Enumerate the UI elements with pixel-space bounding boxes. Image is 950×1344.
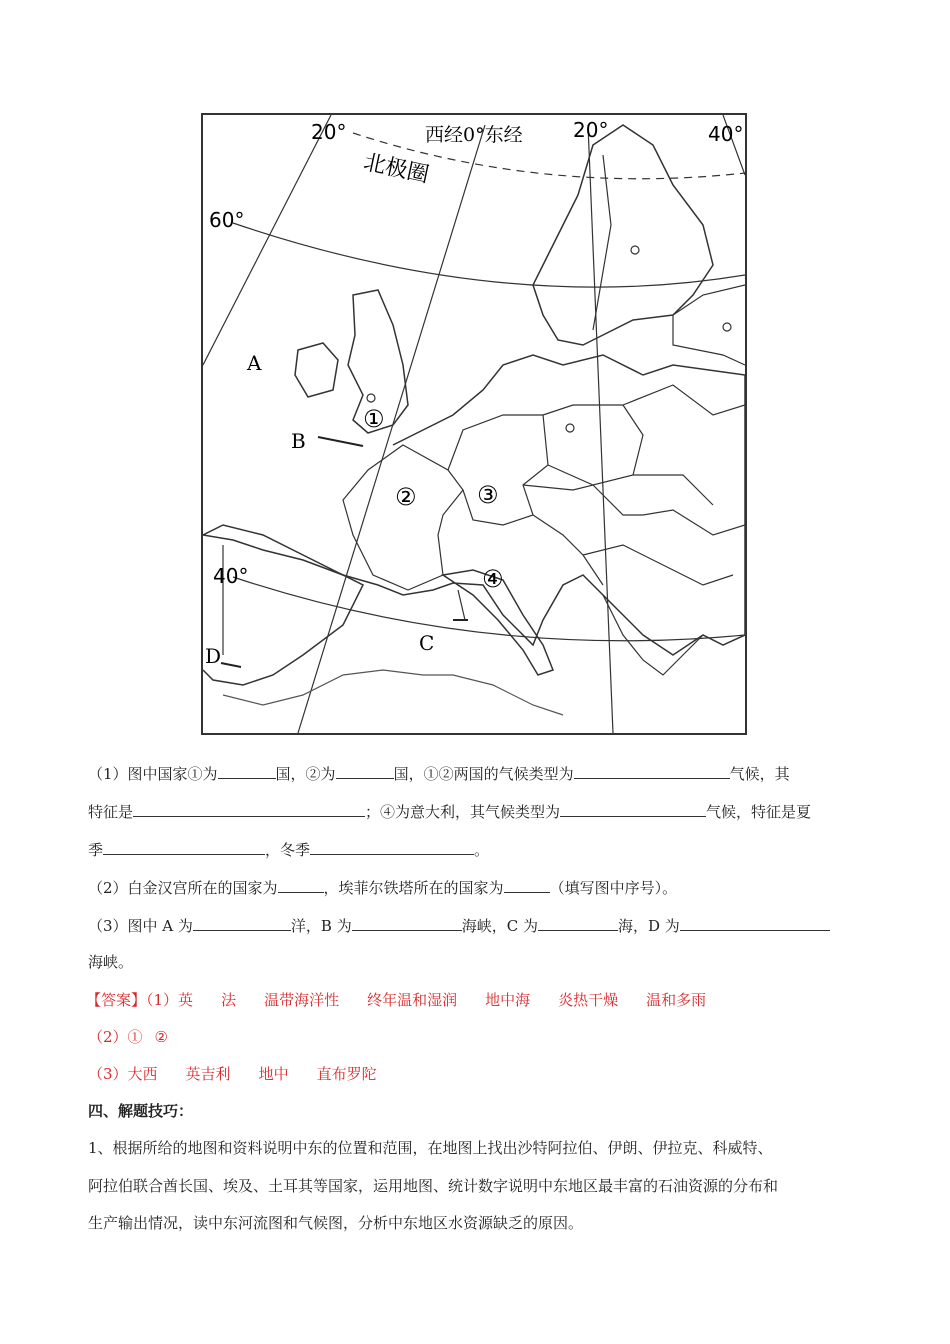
label-country-2: ② <box>395 483 417 511</box>
blank <box>133 800 365 817</box>
city-marker-moscow <box>723 323 731 331</box>
label-a: A <box>247 351 262 375</box>
label-c: C <box>419 631 435 655</box>
eastern-borders <box>523 385 745 585</box>
question-1-line-3 <box>88 838 489 860</box>
blank <box>193 914 291 931</box>
answer-line-3 <box>88 1064 405 1084</box>
section-heading: 四、解题技巧： <box>88 1102 194 1120</box>
ireland-outline <box>295 343 338 397</box>
label-d: D <box>205 644 222 668</box>
city-marker <box>631 246 639 254</box>
blank <box>336 762 394 779</box>
answer-item: 英吉利 <box>185 1065 231 1083</box>
balkans-outline <box>603 595 703 675</box>
label-b: B <box>291 429 306 453</box>
france-border <box>343 445 463 590</box>
meridian-20e <box>588 125 613 733</box>
q3-text-d: 海，D 为 <box>617 917 680 935</box>
label-country-1: ① <box>363 405 385 433</box>
q2-text-a: （2）白金汉宫所在的国家为 <box>88 879 278 897</box>
question-1-line-2 <box>88 800 811 822</box>
answer-item: （2）① <box>88 1028 143 1046</box>
answer-line-2 <box>88 1027 196 1047</box>
q1-text-e: 特征是 <box>88 803 134 821</box>
q1-text-f: ；④为意大利，其气候类型为 <box>365 803 561 821</box>
scandinavia-outline <box>533 125 713 345</box>
corsica <box>458 590 465 620</box>
answer-item: 温带海洋性 <box>264 991 340 1009</box>
strait-b-marker <box>318 437 363 446</box>
answer-item: （1）英 <box>146 991 194 1009</box>
answer-item: ② <box>154 1028 168 1046</box>
q2-text-c: （填写图中序号）。 <box>549 879 678 897</box>
finland-border <box>673 285 745 365</box>
blank <box>680 914 830 931</box>
section-paragraph-line-3: 生产输出情况，读中东河流图和气候图，分析中东地区水资源缺乏的原因。 <box>88 1214 584 1232</box>
label-arctic: 北极圈 <box>361 150 432 189</box>
poland-border <box>543 405 643 485</box>
q1-text-h: 季 <box>88 841 104 859</box>
parallel-60 <box>233 223 745 287</box>
answer-line-1 <box>86 990 734 1010</box>
question-3-line-2 <box>88 952 133 972</box>
blank <box>574 762 730 779</box>
question-1-line-1 <box>88 762 790 784</box>
blank <box>560 800 706 817</box>
africa-coast <box>223 670 563 715</box>
meridian-20w <box>203 115 331 365</box>
blank <box>103 838 265 855</box>
q1-text-j: 。 <box>474 841 490 859</box>
q1-text-i: ，冬季 <box>265 841 311 859</box>
europe-map <box>201 113 747 735</box>
city-marker-london <box>367 394 375 402</box>
q1-text-c: 国，①②两国的气候类型为 <box>393 765 574 783</box>
answer-item: （3）大西 <box>88 1065 158 1083</box>
section-paragraph-line-2: 阿拉伯联合酋长国、埃及、土耳其等国家，运用地图、统计数字说明中东地区最丰富的石油资源的分布和 <box>88 1177 779 1195</box>
label-country-4: ④ <box>482 565 504 593</box>
answer-item: 炎热干燥 <box>558 991 619 1009</box>
q1-text-g: 气候，特征是夏 <box>706 803 812 821</box>
blank <box>278 876 324 893</box>
label-40e: 40° <box>708 122 744 146</box>
continent-outline <box>203 355 745 655</box>
strait-d-marker <box>221 663 241 667</box>
q1-text-d: 气候，其 <box>729 765 790 783</box>
q1-text-b: 国，②为 <box>275 765 336 783</box>
q2-text-b: ，埃菲尔铁塔所在的国家为 <box>323 879 504 897</box>
answer-item: 终年温和湿润 <box>367 991 458 1009</box>
question-2 <box>88 876 677 898</box>
blank <box>352 914 462 931</box>
city-marker-warsaw <box>566 424 574 432</box>
label-20e: 20° <box>573 118 609 142</box>
blank <box>310 838 474 855</box>
iberia-outline <box>203 535 363 685</box>
blank <box>218 762 276 779</box>
answer-item: 直布罗陀 <box>316 1065 377 1083</box>
q3-text-a: （3）图中 A 为 <box>88 917 193 935</box>
label-60: 60° <box>209 208 245 232</box>
meridian-0 <box>298 125 485 733</box>
map-svg <box>203 115 745 733</box>
blank <box>538 914 618 931</box>
label-country-3: ③ <box>477 481 499 509</box>
label-20w: 20° <box>311 120 347 144</box>
q3-text-c: 海峡，C 为 <box>461 917 538 935</box>
answer-tag: 【答案】 <box>86 991 147 1009</box>
q1-text-a: （1）图中国家①为 <box>88 765 218 783</box>
label-40: 40° <box>213 564 249 588</box>
answer-item: 地中 <box>258 1065 289 1083</box>
answer-item: 温和多雨 <box>646 991 707 1009</box>
question-3-line-1 <box>88 914 830 936</box>
answer-item: 法 <box>221 991 237 1009</box>
answer-item: 地中海 <box>485 991 531 1009</box>
q3-text-b: 洋，B 为 <box>290 917 352 935</box>
q3-text-e: 海峡。 <box>88 953 134 971</box>
blank <box>504 876 550 893</box>
label-meridian: 西经0°东经 <box>425 124 523 146</box>
section-paragraph-line-1: 1、根据所给的地图和资料说明中东的位置和范围，在地图上找出沙特阿拉伯、伊朗、伊拉克、科威特、 <box>88 1139 773 1157</box>
